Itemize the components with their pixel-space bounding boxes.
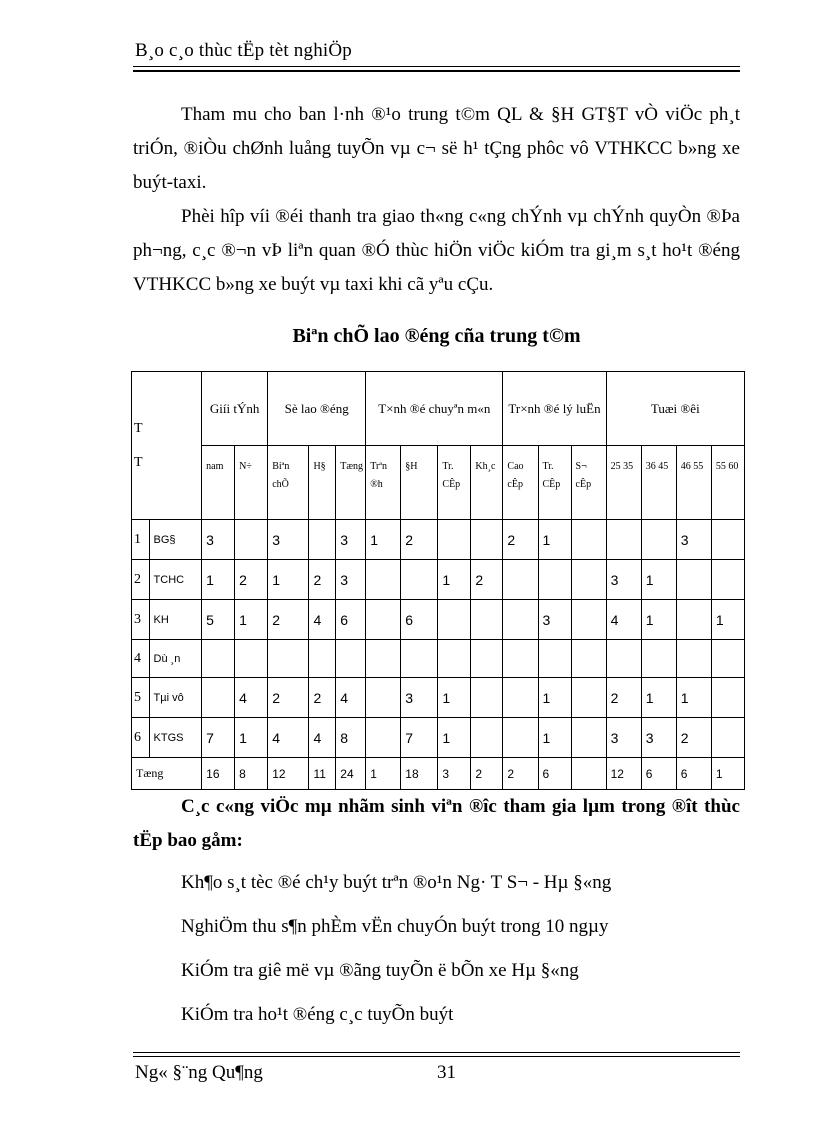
table-cell — [471, 640, 503, 678]
subheader-pol-senior: Cao cÊp — [503, 446, 538, 520]
political-header: Tr×nh ®é lý luËn — [503, 372, 606, 446]
table-cell — [711, 560, 744, 600]
table-cell — [571, 640, 606, 678]
total-cell: 12 — [606, 758, 641, 790]
table-cell — [471, 678, 503, 718]
table-cell — [336, 640, 366, 678]
table-cell: 1 — [268, 560, 309, 600]
table-cell — [538, 560, 571, 600]
footer-rule-thick — [133, 1052, 740, 1053]
footer-rule-thin — [133, 1056, 740, 1057]
table-row — [132, 520, 745, 560]
total-cell: 6 — [641, 758, 676, 790]
table-cell — [202, 678, 235, 718]
row-stt: 3 — [132, 600, 150, 640]
table-cell — [438, 640, 471, 678]
page-header-title: B¸o c¸o thùc tËp tèt nghiÖp — [135, 40, 352, 61]
table-cell: 1 — [711, 600, 744, 640]
table-cell — [366, 718, 401, 758]
table-cell: 1 — [641, 600, 676, 640]
table-cell — [676, 640, 711, 678]
table-cell: 1 — [438, 560, 471, 600]
table-cell: 2 — [676, 718, 711, 758]
page-number: 31 — [437, 1062, 456, 1083]
total-cell: 8 — [235, 758, 268, 790]
table-cell: 7 — [401, 718, 438, 758]
table-cell — [366, 600, 401, 640]
table-cell — [571, 520, 606, 560]
table-cell: 3 — [401, 678, 438, 718]
table-cell: 3 — [606, 560, 641, 600]
table-cell — [309, 520, 336, 560]
total-cell: 11 — [309, 758, 336, 790]
row-stt: 1 — [132, 520, 150, 560]
table-cell — [309, 640, 336, 678]
table-cell: 3 — [538, 600, 571, 640]
table-cell: 4 — [268, 718, 309, 758]
subheader-age-2: 36 45 — [641, 446, 676, 520]
row-unit: BG§ — [149, 520, 202, 560]
table-total-row — [132, 758, 745, 790]
stt-header: T T — [132, 372, 202, 520]
row-stt: 2 — [132, 560, 150, 600]
table-row — [132, 640, 745, 678]
header-rule-thin — [133, 66, 740, 67]
row-unit: Dù ¸n — [149, 640, 202, 678]
table-cell — [571, 718, 606, 758]
table-cell: 5 — [202, 600, 235, 640]
table-cell — [471, 520, 503, 560]
table-cell: 2 — [268, 678, 309, 718]
table-cell — [401, 640, 438, 678]
table-cell — [538, 640, 571, 678]
table-cell: 4 — [235, 678, 268, 718]
table-cell — [366, 560, 401, 600]
total-cell: 2 — [503, 758, 538, 790]
table-cell — [471, 600, 503, 640]
total-cell: 2 — [471, 758, 503, 790]
total-cell: 18 — [401, 758, 438, 790]
table-cell — [606, 520, 641, 560]
subheader-college: Tr. CÊp — [438, 446, 471, 520]
subheader-contract: H§ — [309, 446, 336, 520]
table-cell: 4 — [309, 600, 336, 640]
task-list — [181, 866, 611, 1042]
table-cell: 4 — [336, 678, 366, 718]
row-unit: TCHC — [149, 560, 202, 600]
table-cell — [711, 640, 744, 678]
row-unit: KH — [149, 600, 202, 640]
table-cell — [235, 520, 268, 560]
table-row — [132, 600, 745, 640]
table-cell — [438, 520, 471, 560]
table-cell — [235, 640, 268, 678]
table-cell: 6 — [401, 600, 438, 640]
subheader-other: Kh¸c — [471, 446, 503, 520]
subheader-age-4: 55 60 — [711, 446, 744, 520]
table-cell: 1 — [438, 718, 471, 758]
total-cell: 24 — [336, 758, 366, 790]
table-cell: 1 — [202, 560, 235, 600]
table-cell — [366, 640, 401, 678]
subheader-male: nam — [202, 446, 235, 520]
table-cell: 4 — [606, 600, 641, 640]
table-cell — [676, 600, 711, 640]
subheader-permanent: Biªn chÕ — [268, 446, 309, 520]
table-cell: 1 — [641, 678, 676, 718]
table-cell — [571, 600, 606, 640]
table-cell: 1 — [366, 520, 401, 560]
gender-header: Giíi tÝnh — [202, 372, 268, 446]
paragraph-1: Tham mu cho ban l·nh ®¹o trung t©m QL & §H GT§T vÒ viÖc ph¸t triÓn, ®iÒu chØnh luång tuyÕn vµ c¬ së h¹ tÇng phôc vô VTHKCC b»ng xe buýt-taxi. — [133, 104, 740, 193]
table-cell — [711, 718, 744, 758]
table-cell: 2 — [401, 520, 438, 560]
staffing-table — [131, 371, 745, 790]
table-cell: 2 — [235, 560, 268, 600]
subheader-masters: Trªn ®h — [366, 446, 401, 520]
table-cell — [268, 640, 309, 678]
table-cell — [471, 718, 503, 758]
table-cell: 2 — [503, 520, 538, 560]
table-cell: 1 — [438, 678, 471, 718]
table-cell: 7 — [202, 718, 235, 758]
table-cell — [366, 678, 401, 718]
row-stt: 4 — [132, 640, 150, 678]
row-unit: KTGS — [149, 718, 202, 758]
list-item: NghiÖm thu s¶n phÈm vËn chuyÓn buýt trong 10 ngµy — [181, 916, 609, 937]
subheader-total: Tæng — [336, 446, 366, 520]
table-cell — [401, 560, 438, 600]
table-cell: 3 — [336, 520, 366, 560]
table-subheader-row — [132, 446, 745, 520]
list-item: KiÓm tra ho¹t ®éng c¸c tuyÕn buýt — [181, 1004, 454, 1025]
table-cell — [571, 560, 606, 600]
total-cell: 12 — [268, 758, 309, 790]
table-cell: 2 — [309, 678, 336, 718]
table-cell: 2 — [268, 600, 309, 640]
total-cell: 1 — [366, 758, 401, 790]
table-cell — [202, 640, 235, 678]
footer-author: Ng« §¨ng Qu¶ng — [135, 1062, 263, 1083]
table-cell: 1 — [538, 520, 571, 560]
table-cell: 3 — [606, 718, 641, 758]
row-stt: 5 — [132, 678, 150, 718]
table-cell: 1 — [235, 600, 268, 640]
table-cell: 1 — [235, 718, 268, 758]
table-cell: 6 — [336, 600, 366, 640]
table-row — [132, 560, 745, 600]
list-item: KiÓm tra giê më vµ ®ãng tuyÕn ë bÕn xe Hµ §«ng — [181, 960, 579, 981]
table-row — [132, 718, 745, 758]
table-cell — [503, 718, 538, 758]
subheader-pol-basic: S¬ cÊp — [571, 446, 606, 520]
table-cell: 3 — [268, 520, 309, 560]
table-cell: 2 — [309, 560, 336, 600]
table-cell — [711, 678, 744, 718]
header-rule-thick — [133, 70, 740, 72]
table-cell: 3 — [336, 560, 366, 600]
total-cell: 16 — [202, 758, 235, 790]
table-cell: 1 — [538, 678, 571, 718]
table-cell: 1 — [641, 560, 676, 600]
table-cell — [641, 640, 676, 678]
table-cell — [503, 678, 538, 718]
table-cell: 8 — [336, 718, 366, 758]
table-cell — [438, 600, 471, 640]
table-cell — [503, 560, 538, 600]
table-cell: 3 — [676, 520, 711, 560]
table-cell: 3 — [641, 718, 676, 758]
total-cell: 6 — [676, 758, 711, 790]
total-cell: 3 — [438, 758, 471, 790]
table-cell: 1 — [676, 678, 711, 718]
professional-header: T×nh ®é chuyªn m«n — [366, 372, 503, 446]
subheader-pol-mid: Tr. CÊp — [538, 446, 571, 520]
subheader-age-1: 25 35 — [606, 446, 641, 520]
section-title: Biªn chÕ lao ®éng cña trung t©m — [292, 325, 581, 347]
table-cell: 2 — [471, 560, 503, 600]
row-unit: Tµi vô — [149, 678, 202, 718]
table-cell — [676, 560, 711, 600]
paragraph-2: Phèi hîp víi ®éi thanh tra giao th«ng c«ng chÝnh vµ chÝnh quyÒn ®Þa ph¬ng, c¸c ®¬n vÞ liªn quan ®Ó thùc hiÖn viÖc kiÓm tra gi¸m s¸t ho¹t ®éng VTHKCC b»ng xe buýt vµ taxi khi cã yªu cÇu. — [133, 206, 740, 295]
table-cell: 3 — [202, 520, 235, 560]
table-cell — [503, 640, 538, 678]
table-cell: 2 — [606, 678, 641, 718]
subheader-university: §H — [401, 446, 438, 520]
total-cell — [571, 758, 606, 790]
total-label: Tæng — [132, 758, 202, 790]
subheader-age-3: 46 55 — [676, 446, 711, 520]
table-row — [132, 678, 745, 718]
total-cell: 6 — [538, 758, 571, 790]
table-header-row — [132, 372, 745, 446]
total-cell: 1 — [711, 758, 744, 790]
table-cell — [571, 678, 606, 718]
age-header: Tuæi ®êi — [606, 372, 744, 446]
table-cell — [606, 640, 641, 678]
tasks-intro: C¸c c«ng viÖc mµ nhãm sinh viªn ®îc tham gia lµm trong ®ît thùc tËp bao gåm: — [133, 796, 740, 851]
list-item: Kh¶o s¸t tèc ®é ch¹y buýt trªn ®o¹n Ng· T S¬ - Hµ §«ng — [181, 872, 612, 893]
table-cell — [641, 520, 676, 560]
subheader-female: N÷ — [235, 446, 268, 520]
row-stt: 6 — [132, 718, 150, 758]
staff-count-header: Sè lao ®éng — [268, 372, 366, 446]
table-cell — [503, 600, 538, 640]
table-cell — [711, 520, 744, 560]
table-cell: 4 — [309, 718, 336, 758]
table-cell: 1 — [538, 718, 571, 758]
